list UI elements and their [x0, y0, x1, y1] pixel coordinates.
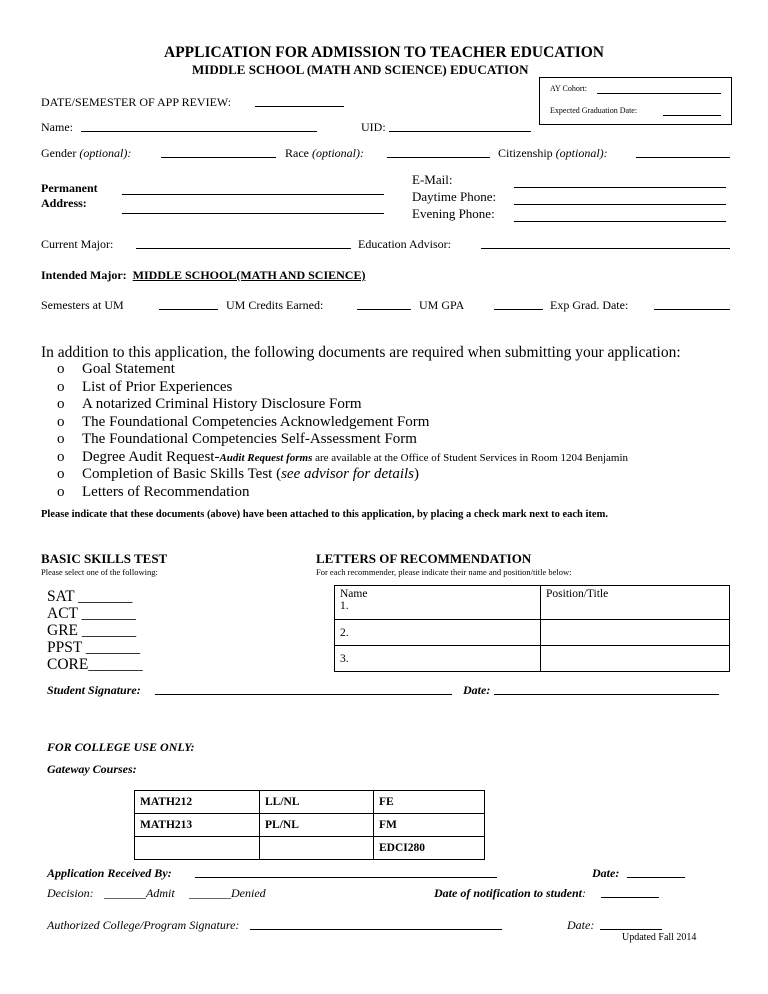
table-cell: LL/NL: [260, 791, 374, 814]
student-signature-field[interactable]: [155, 694, 452, 695]
admit-option[interactable]: _______Admit: [104, 886, 175, 900]
table-cell: [135, 837, 260, 860]
gateway-label: Gateway Courses:: [47, 762, 137, 776]
race-label: Race (optional):: [285, 146, 364, 160]
gender-label: Gender (optional):: [41, 146, 132, 160]
table-cell: EDCI280: [374, 837, 485, 860]
education-advisor-label: Education Advisor:: [358, 237, 451, 251]
recommender-position-cell[interactable]: [541, 620, 730, 646]
basic-skills-title: BASIC SKILLS TEST: [41, 551, 168, 566]
table-row: [135, 837, 485, 860]
gender-field[interactable]: [161, 157, 276, 158]
notification-label: Date of notification to student:: [434, 886, 587, 900]
um-gpa-field[interactable]: [494, 309, 543, 310]
address-line-1[interactable]: [122, 194, 384, 195]
signature-date-field[interactable]: [494, 694, 719, 695]
check-note: Please indicate that these documents (above) have been attached to this application, by placing a check mark next to each item.: [41, 509, 608, 520]
uid-label: UID:: [361, 120, 386, 134]
recommender-position-cell[interactable]: Position/Title: [541, 586, 730, 620]
current-major-field[interactable]: [136, 248, 351, 249]
current-major-label: Current Major:: [41, 237, 114, 251]
list-item: o Goal Statement: [57, 361, 175, 377]
table-row: [135, 791, 485, 814]
cohort-box: [539, 77, 732, 125]
email-label: E-Mail:: [412, 172, 453, 187]
daytime-phone-field[interactable]: [514, 204, 726, 205]
authorized-label: Authorized College/Program Signature:: [47, 918, 240, 932]
received-date-label: Date:: [592, 866, 620, 880]
table-cell: [260, 837, 374, 860]
received-date-field[interactable]: [627, 877, 685, 878]
table-row: [335, 646, 730, 672]
table-row: [135, 814, 485, 837]
letters-title: LETTERS OF RECOMMENDATION: [316, 551, 532, 566]
race-field[interactable]: [387, 157, 490, 158]
test-option-core[interactable]: CORE_______: [47, 656, 143, 673]
test-option-ppst[interactable]: PPST _______: [47, 639, 141, 656]
recommender-name-cell[interactable]: 2.: [335, 620, 541, 646]
address-label: Address:: [41, 196, 87, 210]
table-cell: FM: [374, 814, 485, 837]
uid-field[interactable]: [389, 131, 531, 132]
um-credits-field[interactable]: [357, 309, 411, 310]
semesters-field[interactable]: [159, 309, 218, 310]
received-by-field[interactable]: [195, 877, 497, 878]
permanent-label: Permanent: [41, 181, 98, 195]
list-item: o List of Prior Experiences: [57, 378, 233, 395]
list-item: o The Foundational Competencies Acknowledgement Form: [57, 413, 430, 430]
email-field[interactable]: [514, 187, 726, 188]
um-gpa-label: UM GPA: [419, 298, 465, 312]
test-option-sat[interactable]: SAT _______: [47, 588, 133, 605]
authorized-date-field[interactable]: [600, 929, 662, 930]
notification-date-field[interactable]: [601, 897, 659, 898]
list-item: o A notarized Criminal History Disclosure Form: [57, 396, 362, 412]
recommender-position-cell[interactable]: [541, 646, 730, 672]
citizenship-field[interactable]: [636, 157, 730, 158]
table-row: [335, 620, 730, 646]
evening-phone-field[interactable]: [514, 221, 726, 222]
list-item: o Completion of Basic Skills Test (see advisor for details): [57, 466, 419, 482]
ay-cohort-field[interactable]: [597, 93, 721, 94]
recommender-name-cell[interactable]: 3.: [335, 646, 541, 672]
authorized-signature-field[interactable]: [250, 929, 502, 930]
gateway-table: [134, 790, 485, 860]
documents-list: [57, 361, 628, 501]
expected-grad-field[interactable]: [663, 115, 721, 116]
basic-skills-options: [47, 588, 143, 673]
college-use-title: FOR COLLEGE USE ONLY:: [47, 740, 195, 754]
education-advisor-field[interactable]: [481, 248, 730, 249]
name-field[interactable]: [81, 131, 317, 132]
date-semester-label: DATE/SEMESTER OF APP REVIEW:: [41, 95, 232, 109]
updated-note: Updated Fall 2014: [622, 932, 697, 943]
basic-skills-note: Please select one of the following:: [41, 567, 158, 577]
form-subtitle: MIDDLE SCHOOL (MATH AND SCIENCE) EDUCATION: [192, 62, 529, 77]
date-semester-field[interactable]: [255, 106, 344, 107]
form-title: APPLICATION FOR ADMISSION TO TEACHER EDUCATION: [164, 44, 604, 61]
letters-note: For each recommender, please indicate their name and position/title below:: [316, 567, 572, 577]
exp-grad-label: Exp Grad. Date:: [550, 298, 629, 312]
list-item: o Degree Audit Request-Audit Request forms are available at the Office of Student Services in Room 1204 Benjamin: [57, 448, 629, 465]
name-label: Name:: [41, 120, 73, 134]
recommender-name-cell[interactable]: Name 1.: [335, 586, 541, 620]
evening-phone-label: Evening Phone:: [412, 206, 495, 221]
expected-grad-label: Expected Graduation Date:: [550, 106, 638, 115]
table-cell: FE: [374, 791, 485, 814]
exp-grad-field[interactable]: [654, 309, 730, 310]
test-option-act[interactable]: ACT _______: [47, 605, 136, 622]
address-line-2[interactable]: [122, 213, 384, 214]
signature-date-label: Date:: [463, 683, 491, 697]
denied-option[interactable]: _______Denied: [189, 886, 266, 900]
table-cell: PL/NL: [260, 814, 374, 837]
intended-major: Intended Major: MIDDLE SCHOOL(MATH AND SCIENCE): [41, 268, 366, 282]
intended-major-value: MIDDLE SCHOOL(MATH AND SCIENCE): [132, 268, 366, 282]
letters-table: [334, 585, 730, 672]
test-option-gre[interactable]: GRE _______: [47, 622, 137, 639]
table-cell: MATH213: [135, 814, 260, 837]
semesters-label: Semesters at UM: [41, 298, 124, 312]
list-item: o The Foundational Competencies Self-Assessment Form: [57, 431, 417, 447]
student-signature-label: Student Signature:: [47, 683, 141, 697]
table-row: [335, 586, 730, 620]
ay-cohort-label: AY Cohort:: [550, 84, 587, 93]
citizenship-label: Citizenship (optional):: [498, 146, 608, 160]
received-by-label: Application Received By:: [47, 866, 172, 880]
authorized-date-label: Date:: [567, 918, 595, 932]
list-item: o Letters of Recommendation: [57, 483, 250, 500]
table-cell: MATH212: [135, 791, 260, 814]
daytime-phone-label: Daytime Phone:: [412, 189, 497, 204]
um-credits-label: UM Credits Earned:: [226, 298, 324, 312]
documents-intro: In addition to this application, the following documents are required when submitting your application:: [41, 344, 681, 361]
decision-label: Decision:: [47, 886, 94, 900]
